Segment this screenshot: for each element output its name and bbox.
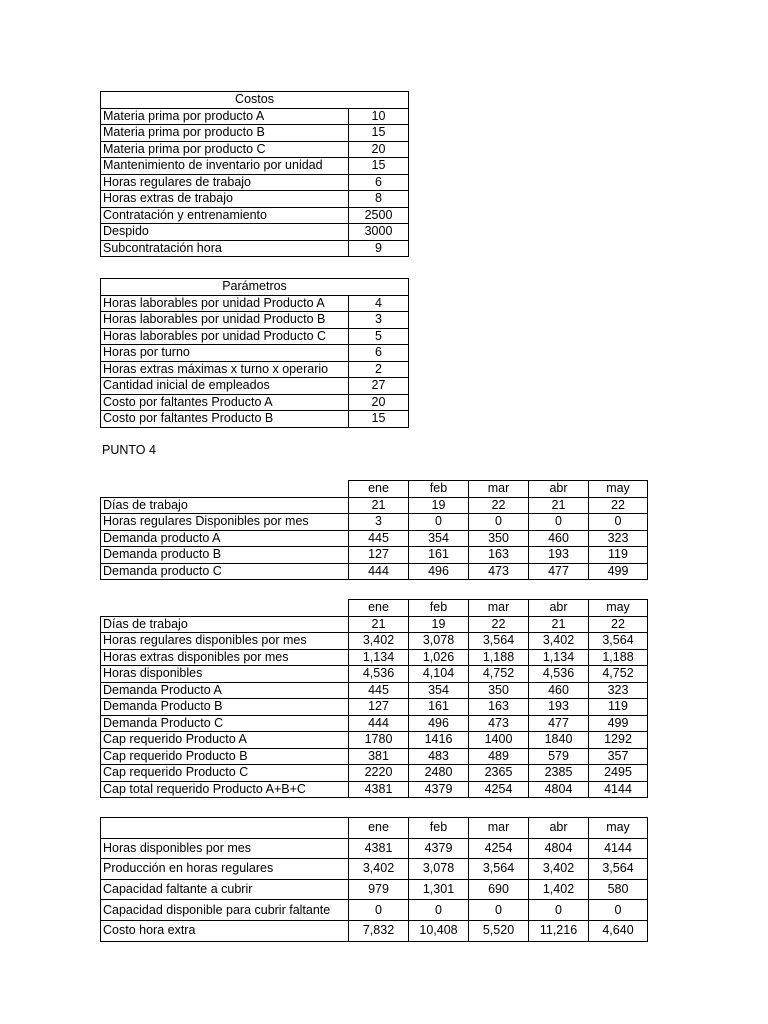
row-value: 1,188 xyxy=(589,649,648,666)
demanda-table xyxy=(100,480,648,580)
header-row xyxy=(101,600,648,617)
row-value: 1292 xyxy=(589,732,648,749)
month-header: abr xyxy=(529,818,589,839)
row-value: 496 xyxy=(409,715,469,732)
row-value: 473 xyxy=(469,563,529,580)
row-value: 15 xyxy=(349,158,409,175)
table-row xyxy=(101,174,409,191)
parametros-body xyxy=(101,279,409,428)
costos-title: Costos xyxy=(101,92,409,109)
row-value: 22 xyxy=(469,616,529,633)
header-spacer xyxy=(101,818,349,839)
row-value: 2365 xyxy=(469,765,529,782)
table-row xyxy=(101,900,648,921)
table-row xyxy=(101,781,648,798)
month-header: ene xyxy=(349,818,409,839)
row-value: 444 xyxy=(349,715,409,732)
table-row xyxy=(101,191,409,208)
table-row xyxy=(101,920,648,941)
row-label: Materia prima por producto B xyxy=(101,125,349,142)
table-row xyxy=(101,295,409,312)
row-value: 323 xyxy=(589,530,648,547)
header-row xyxy=(101,481,648,498)
header-row xyxy=(101,818,648,839)
header-spacer xyxy=(101,481,349,498)
row-value: 1780 xyxy=(349,732,409,749)
row-value: 2220 xyxy=(349,765,409,782)
row-value: 477 xyxy=(529,715,589,732)
table-row xyxy=(101,715,648,732)
row-label: Horas disponibles xyxy=(101,666,349,683)
row-label: Horas extras de trabajo xyxy=(101,191,349,208)
row-value: 2480 xyxy=(409,765,469,782)
row-value: 19 xyxy=(409,497,469,514)
row-value: 4379 xyxy=(409,838,469,859)
table-row xyxy=(101,838,648,859)
row-value: 0 xyxy=(589,514,648,531)
row-label: Materia prima por producto C xyxy=(101,141,349,158)
table-row xyxy=(101,108,409,125)
row-value: 0 xyxy=(529,514,589,531)
row-value: 193 xyxy=(529,547,589,564)
row-value: 4804 xyxy=(529,838,589,859)
row-label: Horas extras máximas x turno x operario xyxy=(101,361,349,378)
row-value: 4,536 xyxy=(349,666,409,683)
row-value: 1,134 xyxy=(529,649,589,666)
row-value: 4254 xyxy=(469,838,529,859)
row-value: 22 xyxy=(469,497,529,514)
row-value: 21 xyxy=(349,497,409,514)
row-label: Costo por faltantes Producto A xyxy=(101,394,349,411)
row-value: 1416 xyxy=(409,732,469,749)
row-value: 3,564 xyxy=(589,633,648,650)
row-value: 4381 xyxy=(349,781,409,798)
row-label: Costo hora extra xyxy=(101,920,349,941)
row-value: 354 xyxy=(409,530,469,547)
table-row xyxy=(101,328,409,345)
table-row xyxy=(101,633,648,650)
row-value: 350 xyxy=(469,530,529,547)
row-value: 27 xyxy=(349,378,409,395)
row-label: Cap requerido Producto C xyxy=(101,765,349,782)
row-label: Capacidad faltante a cubrir xyxy=(101,879,349,900)
header-spacer xyxy=(101,600,349,617)
row-label: Días de trabajo xyxy=(101,497,349,514)
row-value: 127 xyxy=(349,699,409,716)
month-header: mar xyxy=(469,818,529,839)
row-value: 3,564 xyxy=(469,633,529,650)
row-value: 3,402 xyxy=(529,633,589,650)
row-value: 161 xyxy=(409,547,469,564)
row-value: 10 xyxy=(349,108,409,125)
table-row xyxy=(101,345,409,362)
row-value: 3,402 xyxy=(349,633,409,650)
row-value: 4,536 xyxy=(529,666,589,683)
row-label: Capacidad disponible para cubrir faltante xyxy=(101,900,349,921)
row-label: Demanda Producto B xyxy=(101,699,349,716)
row-value: 3,078 xyxy=(409,859,469,880)
row-value: 5 xyxy=(349,328,409,345)
row-value: 2500 xyxy=(349,207,409,224)
table-row xyxy=(101,563,648,580)
table-row xyxy=(101,682,648,699)
row-label: Horas por turno xyxy=(101,345,349,362)
table-row xyxy=(101,699,648,716)
row-value: 444 xyxy=(349,563,409,580)
row-value: 0 xyxy=(529,900,589,921)
table-row xyxy=(101,158,409,175)
capacidad-body xyxy=(101,600,648,798)
row-label: Horas regulares disponibles por mes xyxy=(101,633,349,650)
row-label: Subcontratación hora xyxy=(101,240,349,257)
row-label: Mantenimiento de inventario por unidad xyxy=(101,158,349,175)
row-value: 119 xyxy=(589,699,648,716)
month-header: feb xyxy=(409,818,469,839)
row-value: 15 xyxy=(349,411,409,428)
punto-label: PUNTO 4 xyxy=(102,443,156,457)
row-value: 4804 xyxy=(529,781,589,798)
table-row xyxy=(101,141,409,158)
row-value: 11,216 xyxy=(529,920,589,941)
row-label: Horas regulares de trabajo xyxy=(101,174,349,191)
row-value: 3,078 xyxy=(409,633,469,650)
row-value: 1840 xyxy=(529,732,589,749)
demanda-body xyxy=(101,481,648,580)
month-header: mar xyxy=(469,600,529,617)
costos-table xyxy=(100,91,409,257)
row-value: 350 xyxy=(469,682,529,699)
row-value: 7,832 xyxy=(349,920,409,941)
row-value: 445 xyxy=(349,682,409,699)
row-label: Horas laborables por unidad Producto B xyxy=(101,312,349,329)
table-row xyxy=(101,547,648,564)
row-value: 161 xyxy=(409,699,469,716)
row-label: Producción en horas regulares xyxy=(101,859,349,880)
table-row xyxy=(101,125,409,142)
row-value: 1,026 xyxy=(409,649,469,666)
row-label: Horas laborables por unidad Producto A xyxy=(101,295,349,312)
row-value: 483 xyxy=(409,748,469,765)
row-value: 499 xyxy=(589,715,648,732)
row-value: 4379 xyxy=(409,781,469,798)
month-header: mar xyxy=(469,481,529,498)
row-label: Cap requerido Producto A xyxy=(101,732,349,749)
row-value: 445 xyxy=(349,530,409,547)
row-value: 3,402 xyxy=(349,859,409,880)
row-value: 4144 xyxy=(589,838,648,859)
row-value: 4144 xyxy=(589,781,648,798)
row-value: 1,134 xyxy=(349,649,409,666)
table-row xyxy=(101,616,648,633)
row-value: 4381 xyxy=(349,838,409,859)
row-value: 4 xyxy=(349,295,409,312)
row-value: 5,520 xyxy=(469,920,529,941)
table-row xyxy=(101,207,409,224)
row-label: Materia prima por producto A xyxy=(101,108,349,125)
row-value: 163 xyxy=(469,547,529,564)
row-value: 0 xyxy=(469,514,529,531)
row-value: 354 xyxy=(409,682,469,699)
row-value: 10,408 xyxy=(409,920,469,941)
parametros-table xyxy=(100,278,409,428)
row-value: 3,402 xyxy=(529,859,589,880)
row-value: 1400 xyxy=(469,732,529,749)
row-label: Días de trabajo xyxy=(101,616,349,633)
row-value: 4,640 xyxy=(589,920,648,941)
row-value: 3 xyxy=(349,312,409,329)
row-value: 127 xyxy=(349,547,409,564)
row-value: 2385 xyxy=(529,765,589,782)
row-label: Demanda producto C xyxy=(101,563,349,580)
table-row xyxy=(101,394,409,411)
row-value: 4254 xyxy=(469,781,529,798)
row-value: 3,564 xyxy=(589,859,648,880)
month-header: abr xyxy=(529,481,589,498)
table-row xyxy=(101,514,648,531)
row-value: 460 xyxy=(529,530,589,547)
month-header: abr xyxy=(529,600,589,617)
row-value: 580 xyxy=(589,879,648,900)
row-value: 1,188 xyxy=(469,649,529,666)
row-value: 19 xyxy=(409,616,469,633)
row-value: 3000 xyxy=(349,224,409,241)
row-value: 4,752 xyxy=(589,666,648,683)
row-value: 22 xyxy=(589,497,648,514)
table-row xyxy=(101,240,409,257)
row-value: 3 xyxy=(349,514,409,531)
costos-body xyxy=(101,92,409,257)
row-value: 4,752 xyxy=(469,666,529,683)
row-value: 0 xyxy=(589,900,648,921)
table-row xyxy=(101,666,648,683)
row-value: 163 xyxy=(469,699,529,716)
row-label: Demanda Producto C xyxy=(101,715,349,732)
row-value: 323 xyxy=(589,682,648,699)
row-label: Horas extras disponibles por mes xyxy=(101,649,349,666)
row-value: 0 xyxy=(349,900,409,921)
month-header: may xyxy=(589,818,648,839)
table-row xyxy=(101,411,409,428)
row-value: 6 xyxy=(349,174,409,191)
row-label: Cap total requerido Producto A+B+C xyxy=(101,781,349,798)
parametros-title: Parámetros xyxy=(101,279,409,296)
row-value: 22 xyxy=(589,616,648,633)
row-value: 979 xyxy=(349,879,409,900)
table-row xyxy=(101,224,409,241)
capacidad-table xyxy=(100,599,648,798)
month-header: ene xyxy=(349,600,409,617)
row-value: 2495 xyxy=(589,765,648,782)
month-header: ene xyxy=(349,481,409,498)
row-label: Despido xyxy=(101,224,349,241)
row-value: 489 xyxy=(469,748,529,765)
row-label: Horas disponibles por mes xyxy=(101,838,349,859)
row-value: 4,104 xyxy=(409,666,469,683)
row-value: 473 xyxy=(469,715,529,732)
month-header: feb xyxy=(409,481,469,498)
table-row xyxy=(101,497,648,514)
row-value: 21 xyxy=(349,616,409,633)
month-header: may xyxy=(589,481,648,498)
row-value: 15 xyxy=(349,125,409,142)
row-value: 0 xyxy=(409,900,469,921)
row-value: 496 xyxy=(409,563,469,580)
horas-extra-body xyxy=(101,818,648,942)
row-value: 690 xyxy=(469,879,529,900)
row-label: Cap requerido Producto B xyxy=(101,748,349,765)
table-row xyxy=(101,879,648,900)
table-row xyxy=(101,361,409,378)
table-row xyxy=(101,748,648,765)
row-value: 20 xyxy=(349,141,409,158)
row-value: 119 xyxy=(589,547,648,564)
row-value: 460 xyxy=(529,682,589,699)
row-value: 6 xyxy=(349,345,409,362)
row-value: 1,402 xyxy=(529,879,589,900)
row-value: 2 xyxy=(349,361,409,378)
row-value: 357 xyxy=(589,748,648,765)
horas-extra-table xyxy=(100,817,648,942)
row-value: 1,301 xyxy=(409,879,469,900)
row-value: 0 xyxy=(469,900,529,921)
table-row xyxy=(101,378,409,395)
month-header: feb xyxy=(409,600,469,617)
row-value: 3,564 xyxy=(469,859,529,880)
row-value: 9 xyxy=(349,240,409,257)
row-value: 21 xyxy=(529,616,589,633)
row-value: 0 xyxy=(409,514,469,531)
row-value: 20 xyxy=(349,394,409,411)
row-value: 381 xyxy=(349,748,409,765)
row-label: Cantidad inicial de empleados xyxy=(101,378,349,395)
row-label: Horas laborables por unidad Producto C xyxy=(101,328,349,345)
table-row xyxy=(101,312,409,329)
table-row xyxy=(101,732,648,749)
row-label: Demanda producto B xyxy=(101,547,349,564)
row-label: Demanda producto A xyxy=(101,530,349,547)
row-label: Demanda Producto A xyxy=(101,682,349,699)
table-row xyxy=(101,765,648,782)
row-value: 8 xyxy=(349,191,409,208)
row-label: Horas regulares Disponibles por mes xyxy=(101,514,349,531)
row-value: 21 xyxy=(529,497,589,514)
table-row xyxy=(101,649,648,666)
row-value: 193 xyxy=(529,699,589,716)
table-row xyxy=(101,530,648,547)
row-value: 579 xyxy=(529,748,589,765)
row-label: Costo por faltantes Producto B xyxy=(101,411,349,428)
month-header: may xyxy=(589,600,648,617)
table-row xyxy=(101,859,648,880)
row-label: Contratación y entrenamiento xyxy=(101,207,349,224)
row-value: 477 xyxy=(529,563,589,580)
row-value: 499 xyxy=(589,563,648,580)
